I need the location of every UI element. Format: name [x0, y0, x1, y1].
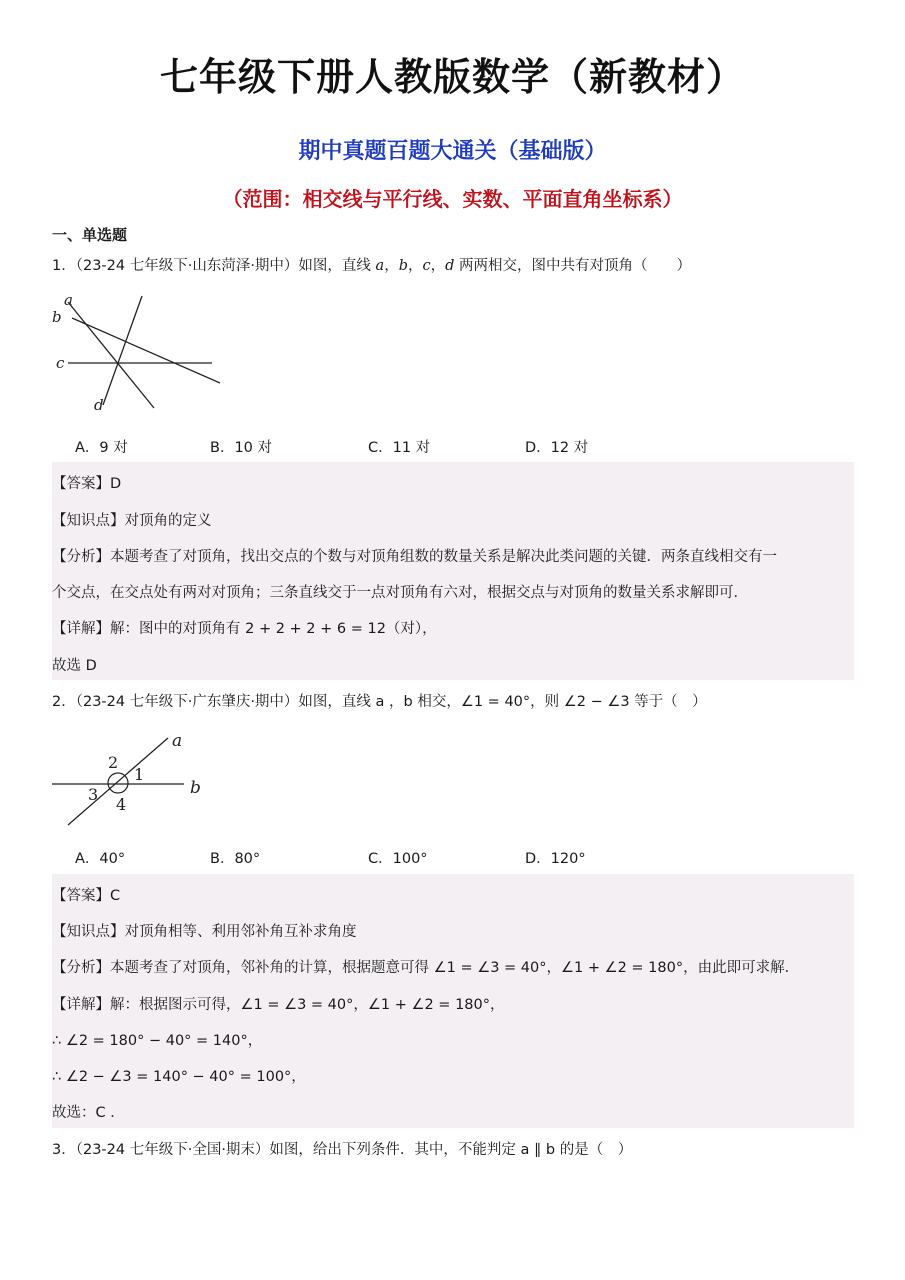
q1-option-a[interactable]: A．9 对: [75, 440, 128, 456]
question-2-text: 2．（23-24 七年级下·广东肇庆·期中）如图，直线 a ，b 相交，∠1 = 40°，则 ∠2 − ∠3 等于（ ）: [52, 694, 707, 710]
line-label-b: b: [190, 778, 201, 798]
q2-option-d[interactable]: D．120°: [525, 851, 586, 867]
q2-answer: 【答案】C: [52, 888, 121, 904]
q1-solution-box: [52, 462, 854, 680]
line-label-c: c: [56, 354, 65, 372]
q1-analysis-line-2: 个交点，在交点处有两对对顶角；三条直线交于一点对顶角有六对，根据交点与对顶角的数量关系求解即可．: [52, 585, 748, 601]
q1-choice: 故选 D: [52, 658, 97, 674]
document-title: 七年级下册人教版数学（新教材）: [159, 55, 745, 99]
q2-choice: 故选：C ．: [52, 1105, 125, 1121]
question-1-text: 1．（23-24 七年级下·山东菏泽·期中）如图，直线 a，b，c，d 两两相交，图中共有对顶角（ ）: [52, 258, 692, 274]
q2-option-b[interactable]: B．80°: [210, 851, 261, 867]
document-scope: （范围：相交线与平行线、实数、平面直角坐标系）: [222, 187, 683, 211]
q1-analysis-line-1: 【分析】本题考查了对顶角，找出交点的个数与对顶角组数的数量关系是解决此类问题的关键．两条直线相交有一: [52, 549, 777, 565]
line-label-a: a: [172, 731, 183, 751]
line-label-b: b: [52, 308, 62, 326]
q2-knowledge: 【知识点】对顶角相等、利用邻补角互补求角度: [52, 924, 357, 940]
angle-label-1: 1: [134, 765, 145, 784]
q2-step-2: ∴ ∠2 − ∠3 = 140° − 40° = 100°，: [52, 1069, 306, 1085]
q1-detail: 【详解】解：图中的对顶角有 2 + 2 + 2 + 6 = 12（对），: [52, 621, 437, 637]
q2-detail: 【详解】解：根据图示可得，∠1 = ∠3 = 40°，∠1 + ∠2 = 180°，: [52, 997, 505, 1013]
q2-analysis: 【分析】本题考查了对顶角，邻补角的计算，根据题意可得 ∠1 = ∠3 = 40°，∠1 + ∠2 = 180°，由此即可求解．: [52, 960, 800, 976]
q2-step-1: ∴ ∠2 = 180° − 40° = 140°，: [52, 1033, 263, 1049]
angle-label-3: 3: [88, 785, 99, 804]
q1-option-c[interactable]: C．11 对: [368, 440, 431, 456]
angle-label-4: 4: [116, 795, 127, 814]
question-2-figure: [50, 728, 210, 833]
line-label-a: a: [64, 291, 73, 309]
question-3-text: 3．（23-24 七年级下·全国·期末）如图，给出下列条件．其中，不能判定 a ∥ b 的是（ ）: [52, 1142, 633, 1158]
q2-option-a[interactable]: A．40°: [75, 851, 126, 867]
section-title: 一、单选题: [52, 226, 128, 244]
q1-answer: 【答案】D: [52, 476, 122, 492]
question-1-figure: [50, 290, 230, 420]
q1-knowledge: 【知识点】对顶角的定义: [52, 513, 212, 529]
q2-option-c[interactable]: C．100°: [368, 851, 428, 867]
q1-option-b[interactable]: B．10 对: [210, 440, 273, 456]
angle-label-2: 2: [108, 753, 119, 772]
document-subtitle: 期中真题百题大通关（基础版）: [298, 139, 607, 164]
q1-option-d[interactable]: D．12 对: [525, 440, 589, 456]
line-label-d: d: [94, 396, 104, 414]
